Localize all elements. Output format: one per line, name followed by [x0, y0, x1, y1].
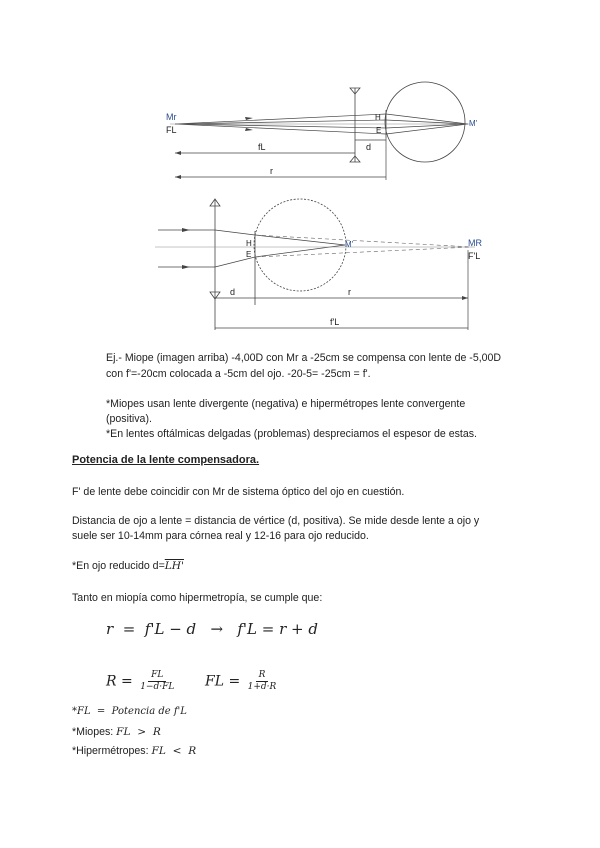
- miopes-math: FL > R: [116, 726, 161, 738]
- label-fpl: F'L: [468, 251, 481, 261]
- definition-fl: *FL = Potencia de f'L: [72, 706, 187, 717]
- section-title: Potencia de la lente compensadora.: [72, 454, 260, 466]
- paragraph-2a: Distancia de ojo a lente = distancia de vértice (d, positiva). Se mide desde lente a ojo y: [72, 515, 480, 527]
- label-fl-dim: fL: [258, 142, 266, 152]
- label-mr: MR: [468, 238, 482, 248]
- equation-R-fraction: [137, 670, 177, 693]
- diagram-lens-compensation: [150, 195, 500, 335]
- label-mr: Mr: [166, 112, 177, 122]
- paragraph-3-text: *En ojo reducido d=: [72, 560, 165, 572]
- equation-FL: [205, 670, 279, 693]
- equation-FL-denominator: 1+d·R: [247, 682, 277, 692]
- equation-R: [106, 670, 177, 693]
- diagram-myopia-far-point: [150, 80, 500, 190]
- label-d: d: [366, 142, 372, 152]
- label-r: r: [348, 287, 351, 297]
- eye-circle: [254, 199, 346, 291]
- label-fpl-dim: f'L: [330, 317, 340, 327]
- equation-R-denominator: 1−d·FL: [140, 682, 175, 692]
- paragraph-1: F' de lente debe coincidir con Mr de sistema óptico del ojo en cuestión.: [72, 486, 405, 498]
- example-line-1: Ej.- Miope (imagen arriba) -4,00D con Mr a -25cm se compensa con lente de -5,00D: [106, 352, 502, 364]
- hipermetropes-math: FL < R: [151, 745, 197, 757]
- note-line-2: (positiva).: [106, 413, 152, 425]
- label-d: d: [230, 287, 236, 297]
- label-fl: FL: [166, 125, 177, 135]
- paragraph-4: Tanto en miopía como hipermetropía, se cumple que:: [72, 592, 323, 604]
- label-h: H: [375, 113, 381, 122]
- equation-R-numerator: FL: [148, 670, 166, 682]
- equation-R-lhs: R =: [106, 673, 133, 690]
- label-e: E: [246, 250, 252, 259]
- label-r: r: [270, 166, 273, 176]
- note-line-1: *Miopes usan lente divergente (negativa) e hipermétropes lente convergente: [106, 398, 466, 410]
- label-e: E: [376, 126, 382, 135]
- paragraph-2b: suele ser 10-14mm para córnea real y 12-16 para ojo reducido.: [72, 530, 369, 542]
- example-line-2: con f'=-20cm colocada a -5cm del ojo. -20-5= -25cm = f'.: [106, 368, 371, 380]
- hipermetropes-condition: [72, 744, 196, 759]
- equation-FL-lhs: FL =: [205, 673, 241, 690]
- equation-FL-fraction: [245, 670, 280, 693]
- miopes-condition: [72, 725, 161, 740]
- lh-symbol: LH': [164, 560, 184, 572]
- paragraph-3: [72, 559, 184, 574]
- equation-FL-numerator: R: [256, 670, 269, 682]
- miopes-label: *Miopes:: [72, 726, 117, 738]
- label-mprime: M': [469, 119, 478, 128]
- note-line-3: *En lentes oftálmicas delgadas (problemas) despreciamos el espesor de estas.: [106, 428, 477, 440]
- hipermetropes-label: *Hipermétropes:: [72, 745, 152, 757]
- equation-r-fl: r = f'L − d → f'L = r + d: [106, 620, 318, 638]
- label-h: H: [246, 239, 252, 248]
- label-mprime: M': [345, 240, 354, 249]
